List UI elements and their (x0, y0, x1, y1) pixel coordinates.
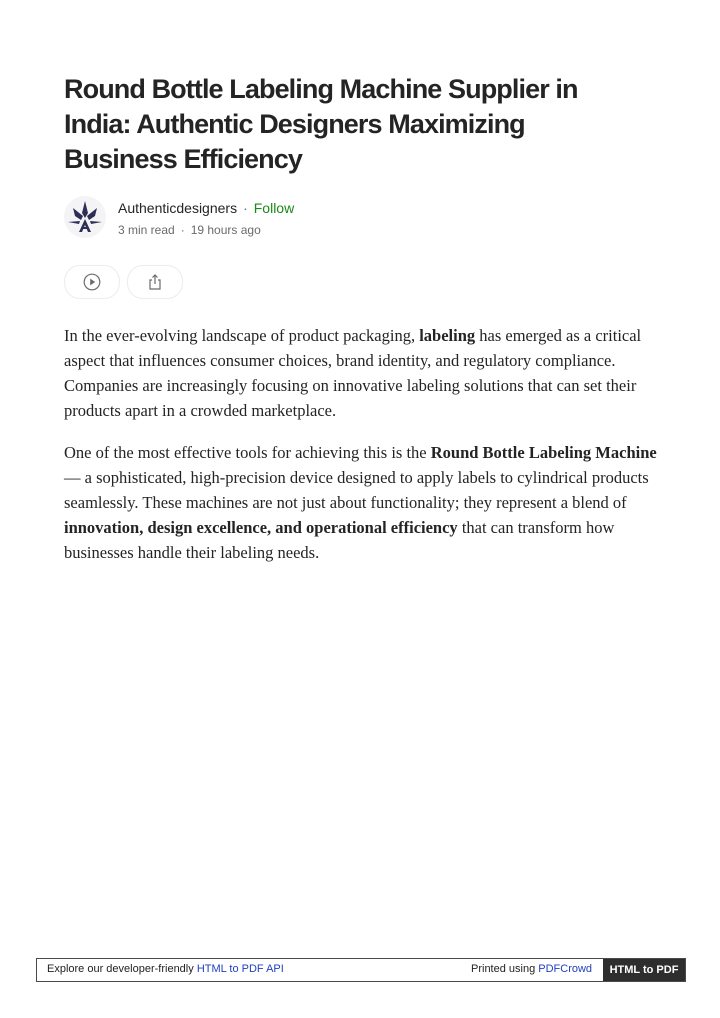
text-span: One of the most effective tools for achieving this is the (64, 443, 431, 462)
footer-explore (47, 963, 284, 975)
html-to-pdf-button[interactable]: HTML to PDF (603, 959, 685, 981)
explore-text: Explore our developer-friendly (47, 963, 197, 975)
bold-text: Round Bottle Labeling Machine (430, 443, 657, 462)
text-span: — a sophisticated, high-precision device designed to apply labels to cylindrical products seamlessly. These machines are not just about functionality; they represent a blend of (64, 468, 649, 512)
bold-text: innovation, design excellence, and operational efficiency (64, 518, 458, 537)
play-icon (83, 273, 101, 291)
footer-printed (471, 963, 592, 975)
posted-time: 19 hours ago (190, 223, 261, 237)
share-icon (146, 273, 164, 291)
text-span: has emerged as a critical aspect that influences consumer choices, brand identity, and regulatory compliance. Companies are increasingly focusing on innovative labeling solutions that can set their products apart in a crowded marketplace. (64, 326, 642, 420)
pdfcrowd-link[interactable]: PDFCrowd (538, 963, 593, 975)
read-time: 3 min read (118, 223, 175, 237)
separator-dot: · (243, 200, 248, 216)
article-body (64, 323, 664, 582)
separator-dot: · (180, 223, 185, 237)
printed-text: Printed using (471, 963, 539, 975)
article-title: Round Bottle Labeling Machine Supplier in India: Authentic Designers Maximizing Business Efficiency (64, 74, 578, 174)
authentic-designers-logo-icon (64, 196, 106, 238)
author-name[interactable]: Authenticdesigners (118, 200, 238, 216)
paragraph (64, 323, 664, 423)
author-row (64, 196, 464, 240)
author-line (118, 199, 294, 217)
author-avatar[interactable] (64, 196, 106, 238)
article-meta (118, 222, 261, 238)
follow-button[interactable]: Follow (253, 200, 295, 216)
share-button[interactable] (127, 265, 183, 299)
text-span: In the ever-evolving landscape of product packaging, (64, 326, 420, 345)
paragraph (64, 440, 664, 565)
bold-text: labeling (419, 326, 476, 345)
text-span: that can transform how businesses handle their labeling needs. (64, 518, 615, 562)
listen-button[interactable] (64, 265, 120, 299)
html-to-pdf-api-link[interactable]: HTML to PDF API (196, 963, 284, 975)
pdfcrowd-footer (36, 958, 686, 982)
